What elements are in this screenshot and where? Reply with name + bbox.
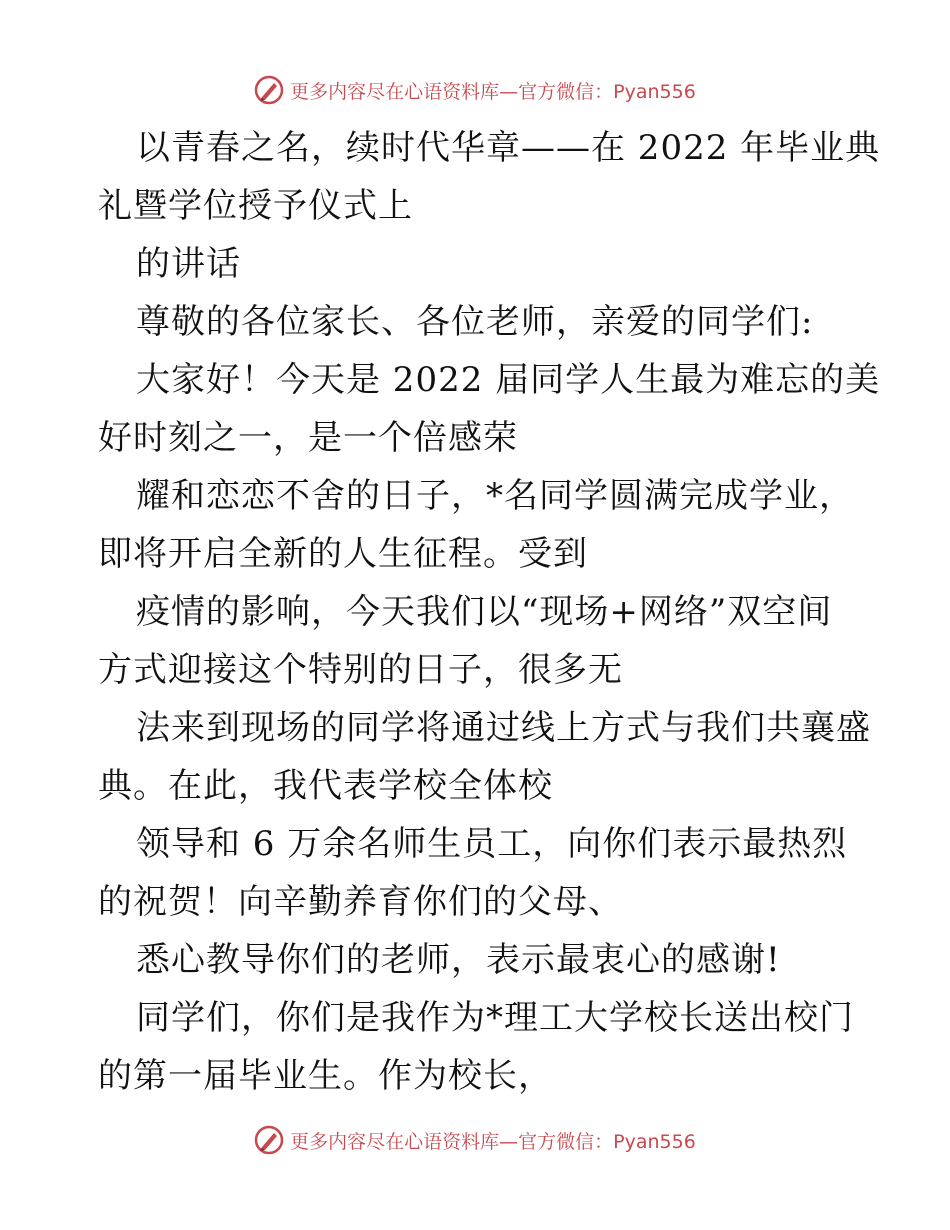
text-line: 的第一届毕业生。作为校长， [98, 1056, 553, 1096]
text-line: 大家好！今天是 2022 届同学人生最为难忘的美 [136, 360, 881, 400]
text-line: 好时刻之一，是一个倍感荣 [98, 418, 518, 458]
text-line: 方式迎接这个特别的日子，很多无 [98, 650, 623, 690]
document-body [98, 119, 881, 1105]
text-line: 以青春之名，续时代华章——在 2022 年毕业典 [136, 128, 881, 168]
text-line: 的祝贺！向辛勤养育你们的父母、 [98, 882, 623, 922]
text-line: 疫情的影响，今天我们以“现场+网络”双空间 [136, 592, 833, 632]
text-line: 法来到现场的同学将通过线上方式与我们共襄盛 [136, 708, 871, 748]
watermark-banner-top [0, 70, 950, 110]
text-line: 悉心教导你们的老师，表示最衷心的感谢! [136, 940, 781, 980]
text-line: 耀和恋恋不舍的日子，*名同学圆满完成学业， [136, 476, 854, 516]
watermark-banner-bottom [0, 1120, 950, 1160]
text-line: 典。在此，我代表学校全体校 [98, 766, 553, 806]
text-line: 尊敬的各位家长、各位老师，亲爱的同学们: [136, 302, 814, 342]
watermark-text: 更多内容尽在心语资料库—官方微信：Pyan556 [290, 1130, 696, 1153]
pen-logo-icon [254, 75, 284, 105]
text-line: 领导和 6 万余名师生员工，向你们表示最热烈 [136, 824, 848, 864]
text-line: 的讲话 [136, 244, 241, 284]
watermark-text: 更多内容尽在心语资料库—官方微信：Pyan556 [290, 80, 696, 103]
text-line: 即将开启全新的人生征程。受到 [98, 534, 588, 574]
pen-logo-icon [254, 1125, 284, 1155]
text-line: 礼暨学位授予仪式上 [98, 186, 413, 226]
text-line: 同学们，你们是我作为*理工大学校长送出校门 [136, 998, 854, 1038]
